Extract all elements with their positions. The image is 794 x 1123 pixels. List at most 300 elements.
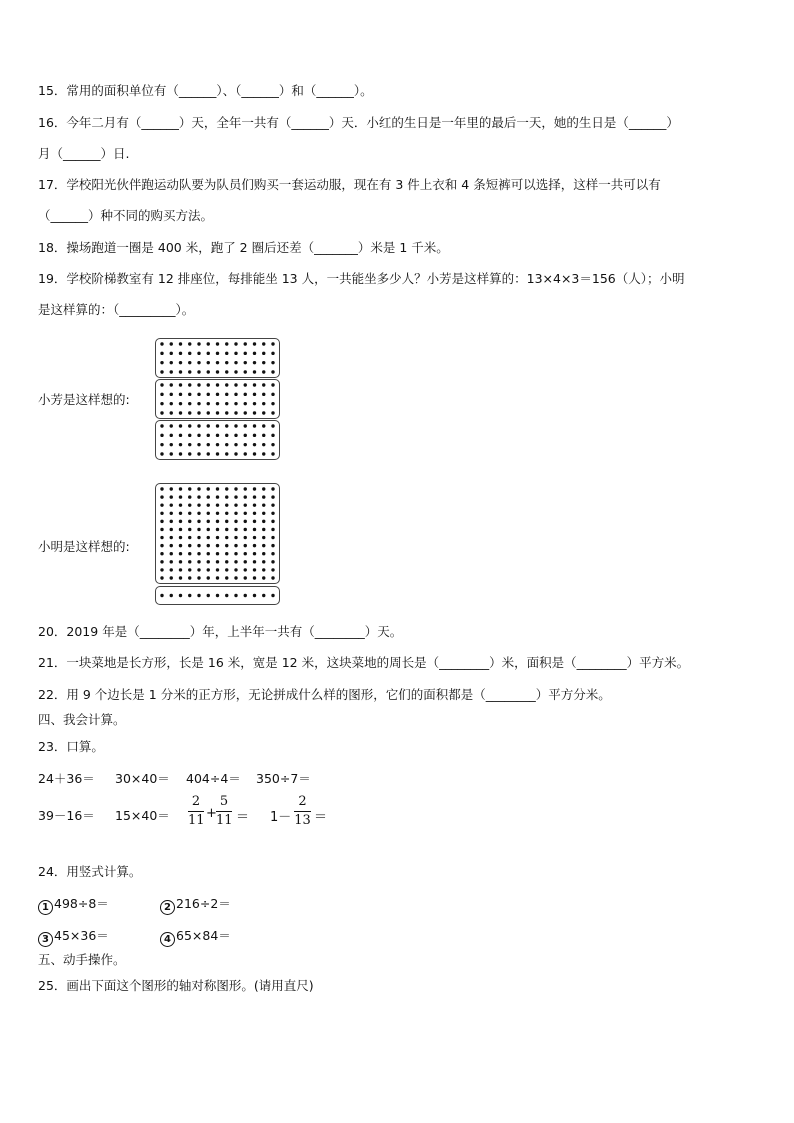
seat-dot [160,424,163,427]
seat-dot [225,352,228,355]
seat-dot [188,568,191,571]
seat-dot [216,370,219,373]
question-22: 22．用 9 个边长是 1 分米的正方形，无论拼成什么样的图形，它们的面积都是（________）平方分米。 [38,687,611,702]
seat-dot [271,411,274,414]
seat-dot [207,544,210,547]
seat-dot [160,434,163,437]
seat-dot [271,568,274,571]
seat-dot [216,352,219,355]
seat-dot [234,434,237,437]
dot-grid [156,484,279,583]
seat-dot [197,452,200,455]
fraction-numerator: 2 [191,794,201,809]
seat-dot [179,503,182,506]
seat-dot [207,370,210,373]
seat-dot [234,536,237,539]
seat-dot [216,576,219,579]
seat-dot [225,520,228,523]
seat-dot [225,536,228,539]
seat-dot [244,503,247,506]
seat-dot [216,383,219,386]
seat-dot [244,495,247,498]
seat-dot [253,520,256,523]
seat-dot [216,342,219,345]
xiaofang-dot-group-3 [155,420,280,460]
seat-dot [188,443,191,446]
seat-dot [160,370,163,373]
seat-dot [197,594,200,597]
seat-dot [207,383,210,386]
seat-dot [170,576,173,579]
xiaofang-label: 小芳是这样想的: [38,392,130,407]
seat-dot [207,434,210,437]
seat-dot [170,452,173,455]
seat-dot [262,411,265,414]
seat-dot [216,487,219,490]
seat-dot [179,443,182,446]
seat-dot [253,576,256,579]
seat-dot [244,536,247,539]
seat-dot [179,560,182,563]
seat-dot [170,552,173,555]
seat-dot [188,383,191,386]
seat-dot [197,370,200,373]
seat-dot [216,361,219,364]
seat-dot [234,443,237,446]
seat-dot [179,544,182,547]
seat-dot [197,544,200,547]
vertical-calc-4 [160,926,231,947]
seat-dot [234,495,237,498]
seat-dot [216,452,219,455]
seat-dot [188,424,191,427]
seat-dot [216,528,219,531]
seat-dot [262,487,265,490]
seat-dot [197,568,200,571]
fraction-2-11 [188,794,204,829]
seat-dot [170,361,173,364]
seat-dot [271,370,274,373]
seat-dot [244,544,247,547]
seat-dot [234,370,237,373]
seat-dot [253,594,256,597]
seat-dot [271,393,274,396]
section-5-title: 五、动手操作。 [38,952,126,967]
seat-dot [179,512,182,515]
seat-dot [160,402,163,405]
seat-dot [262,443,265,446]
seat-dot [234,560,237,563]
fraction-2-13 [294,794,311,829]
seat-dot [253,434,256,437]
seat-dot [244,594,247,597]
seat-dot [160,352,163,355]
seat-dot [234,544,237,547]
seat-dot [170,443,173,446]
seat-dot [170,402,173,405]
seat-dot [207,594,210,597]
seat-dot [197,536,200,539]
seat-dot [244,512,247,515]
seat-dot [234,520,237,523]
seat-dot [170,487,173,490]
seat-dot [253,370,256,373]
seat-dot [170,495,173,498]
seat-dot [262,576,265,579]
seat-dot [262,383,265,386]
seat-dot [188,342,191,345]
seat-dot [253,536,256,539]
seat-dot [271,424,274,427]
seat-dot [207,552,210,555]
seat-dot [207,452,210,455]
seat-dot [197,424,200,427]
seat-dot [216,560,219,563]
fraction-denominator: 13 [294,813,311,828]
seat-dot [253,402,256,405]
seat-dot [271,495,274,498]
seat-dot [188,544,191,547]
seat-dot [271,452,274,455]
seat-dot [253,383,256,386]
seat-dot [179,576,182,579]
seat-dot [262,520,265,523]
xiaofang-dot-group-2 [155,379,280,419]
seat-dot [207,443,210,446]
seat-dot [216,520,219,523]
seat-dot [244,393,247,396]
seat-dot [188,495,191,498]
seat-dot [234,568,237,571]
seat-dot [170,544,173,547]
seat-dot [253,544,256,547]
seat-dot [179,402,182,405]
seat-dot [271,487,274,490]
seat-dot [244,576,247,579]
seat-dot [253,452,256,455]
seat-dot [179,452,182,455]
question-17-line1: 17．学校阳光伙伴跑运动队要为队员们购买一套运动服，现在有 3 件上衣和 4 条短裤可以选择，这样一共可以有 [38,177,661,192]
seat-dot [234,411,237,414]
seat-dot [179,568,182,571]
seat-dot [207,487,210,490]
seat-dot [234,487,237,490]
xiaofang-dot-group-1 [155,338,280,378]
vertical-calc-expr: 65×84＝ [176,928,231,943]
seat-dot [188,536,191,539]
seat-dot [234,552,237,555]
seat-dot [216,503,219,506]
seat-dot [225,512,228,515]
seat-dot [170,393,173,396]
seat-dot [207,503,210,506]
seat-dot [244,342,247,345]
seat-dot [160,594,163,597]
seat-dot [207,536,210,539]
seat-dot [160,552,163,555]
seat-dot [197,352,200,355]
xiaoming-dot-group-large [155,483,280,584]
seat-dot [225,411,228,414]
seat-dot [170,536,173,539]
equals-sign: ＝ [236,810,250,825]
seat-dot [170,520,173,523]
seat-dot [253,393,256,396]
seat-dot [225,383,228,386]
seat-dot [234,452,237,455]
question-17-line2: （______）种不同的购买方法。 [38,208,214,223]
seat-dot [170,512,173,515]
dot-grid [156,339,279,377]
seat-dot [225,443,228,446]
seat-dot [197,495,200,498]
seat-dot [262,594,265,597]
seat-dot [244,552,247,555]
dot-grid [156,421,279,459]
seat-dot [216,402,219,405]
question-18: 18．操场跑道一圈是 400 米，跑了 2 圈后还差（_______）米是 1 千米。 [38,240,449,255]
vertical-calc-expr: 45×36＝ [54,928,109,943]
seat-dot [179,383,182,386]
seat-dot [225,576,228,579]
seat-dot [262,352,265,355]
seat-dot [216,495,219,498]
seat-dot [216,536,219,539]
seat-dot [244,411,247,414]
seat-dot [179,424,182,427]
seat-dot [234,576,237,579]
seat-dot [197,520,200,523]
seat-dot [188,560,191,563]
seat-dot [234,503,237,506]
seat-dot [271,342,274,345]
seat-dot [271,443,274,446]
seat-dot [197,361,200,364]
seat-dot [225,568,228,571]
question-20: 20．2019 年是（________）年，上半年一共有（________）天。 [38,624,403,639]
seat-dot [207,411,210,414]
seat-dot [188,402,191,405]
seat-dot [262,452,265,455]
seat-dot [262,560,265,563]
seat-dot [225,552,228,555]
dot-grid [156,380,279,418]
seat-dot [207,342,210,345]
seat-dot [262,544,265,547]
seat-dot [253,495,256,498]
seat-dot [253,552,256,555]
seat-dot [271,576,274,579]
seat-dot [170,503,173,506]
question-24: 24．用竖式计算。 [38,864,142,879]
seat-dot [271,383,274,386]
seat-dot [262,424,265,427]
seat-dot [160,512,163,515]
oral-calc-2: 30×40＝ [115,771,170,786]
fraction-5-11 [216,794,232,829]
seat-dot [271,536,274,539]
seat-dot [262,503,265,506]
seat-dot [244,424,247,427]
seat-dot [262,393,265,396]
seat-dot [244,560,247,563]
seat-dot [179,594,182,597]
seat-dot [170,560,173,563]
seat-dot [225,361,228,364]
seat-dot [253,568,256,571]
seat-dot [216,411,219,414]
fraction-numerator: 5 [219,794,229,809]
seat-dot [188,576,191,579]
seat-dot [197,393,200,396]
circled-number-3: 3 [38,932,53,947]
seat-dot [207,560,210,563]
seat-dot [188,393,191,396]
seat-dot [160,495,163,498]
seat-dot [188,528,191,531]
seat-dot [160,443,163,446]
seat-dot [207,512,210,515]
seat-dot [197,528,200,531]
seat-dot [197,552,200,555]
oral-calc-1: 24＋36＝ [38,771,95,786]
seat-dot [271,361,274,364]
question-16-line2: 月（______）日. [38,146,130,161]
seat-dot [179,411,182,414]
seat-dot [262,342,265,345]
section-4-title: 四、我会计算。 [38,712,126,727]
seat-dot [234,342,237,345]
seat-dot [262,552,265,555]
fraction-denominator: 11 [216,813,233,828]
seat-dot [188,487,191,490]
seat-dot [234,594,237,597]
seat-dot [271,528,274,531]
question-15: 15．常用的面积单位有（______）、（______）和（______）。 [38,83,373,98]
seat-dot [207,424,210,427]
seat-dot [262,434,265,437]
vertical-calc-expr: 498÷8＝ [54,896,109,911]
seat-dot [262,568,265,571]
seat-dot [160,560,163,563]
seat-dot [244,568,247,571]
seat-dot [225,434,228,437]
seat-dot [225,452,228,455]
seat-dot [188,434,191,437]
seat-dot [253,424,256,427]
seat-dot [271,552,274,555]
seat-dot [225,424,228,427]
seat-dot [271,402,274,405]
seat-dot [253,503,256,506]
circled-number-4: 4 [160,932,175,947]
seat-dot [225,487,228,490]
seat-dot [197,503,200,506]
seat-dot [197,402,200,405]
seat-dot [179,342,182,345]
seat-dot [170,568,173,571]
seat-dot [179,528,182,531]
seat-dot [216,434,219,437]
seat-dot [197,434,200,437]
plus-sign: + [206,806,217,821]
seat-dot [160,503,163,506]
seat-dot [253,512,256,515]
seat-dot [262,512,265,515]
seat-dot [225,370,228,373]
seat-dot [253,352,256,355]
seat-dot [244,520,247,523]
oral-calc-4: 350÷7＝ [256,771,311,786]
seat-dot [188,594,191,597]
seat-dot [197,487,200,490]
seat-dot [188,552,191,555]
seat-dot [225,495,228,498]
seat-dot [271,560,274,563]
seat-dot [253,443,256,446]
seat-dot [271,512,274,515]
seat-dot [244,352,247,355]
seat-dot [216,594,219,597]
xiaoming-label: 小明是这样想的: [38,539,130,554]
seat-dot [170,370,173,373]
seat-dot [207,495,210,498]
seat-dot [170,383,173,386]
seat-dot [188,512,191,515]
seat-dot [225,544,228,547]
seat-dot [234,383,237,386]
seat-dot [216,552,219,555]
seat-dot [225,560,228,563]
seat-dot [253,361,256,364]
seat-dot [160,342,163,345]
question-19-line2: 是这样算的：（_________）。 [38,302,195,317]
seat-dot [216,512,219,515]
seat-dot [207,393,210,396]
seat-dot [262,536,265,539]
seat-dot [253,411,256,414]
seat-dot [188,361,191,364]
circled-number-2: 2 [160,900,175,915]
vertical-calc-expr: 216÷2＝ [176,896,231,911]
seat-dot [244,434,247,437]
seat-dot [197,342,200,345]
seat-dot [234,361,237,364]
seat-dot [253,487,256,490]
seat-dot [179,495,182,498]
seat-dot [271,352,274,355]
oral-calc-3: 404÷4＝ [186,771,241,786]
seat-dot [188,503,191,506]
one-minus: 1－ [270,810,292,825]
seat-dot [253,342,256,345]
seat-dot [253,528,256,531]
seat-dot [234,402,237,405]
seat-dot [207,528,210,531]
seat-dot [160,383,163,386]
seat-dot [170,594,173,597]
xiaoming-dot-group-small [155,586,280,605]
seat-dot [188,370,191,373]
seat-dot [225,402,228,405]
seat-dot [160,576,163,579]
seat-dot [244,452,247,455]
fraction-denominator: 11 [188,813,205,828]
seat-dot [207,568,210,571]
seat-dot [216,424,219,427]
seat-dot [244,443,247,446]
seat-dot [262,495,265,498]
